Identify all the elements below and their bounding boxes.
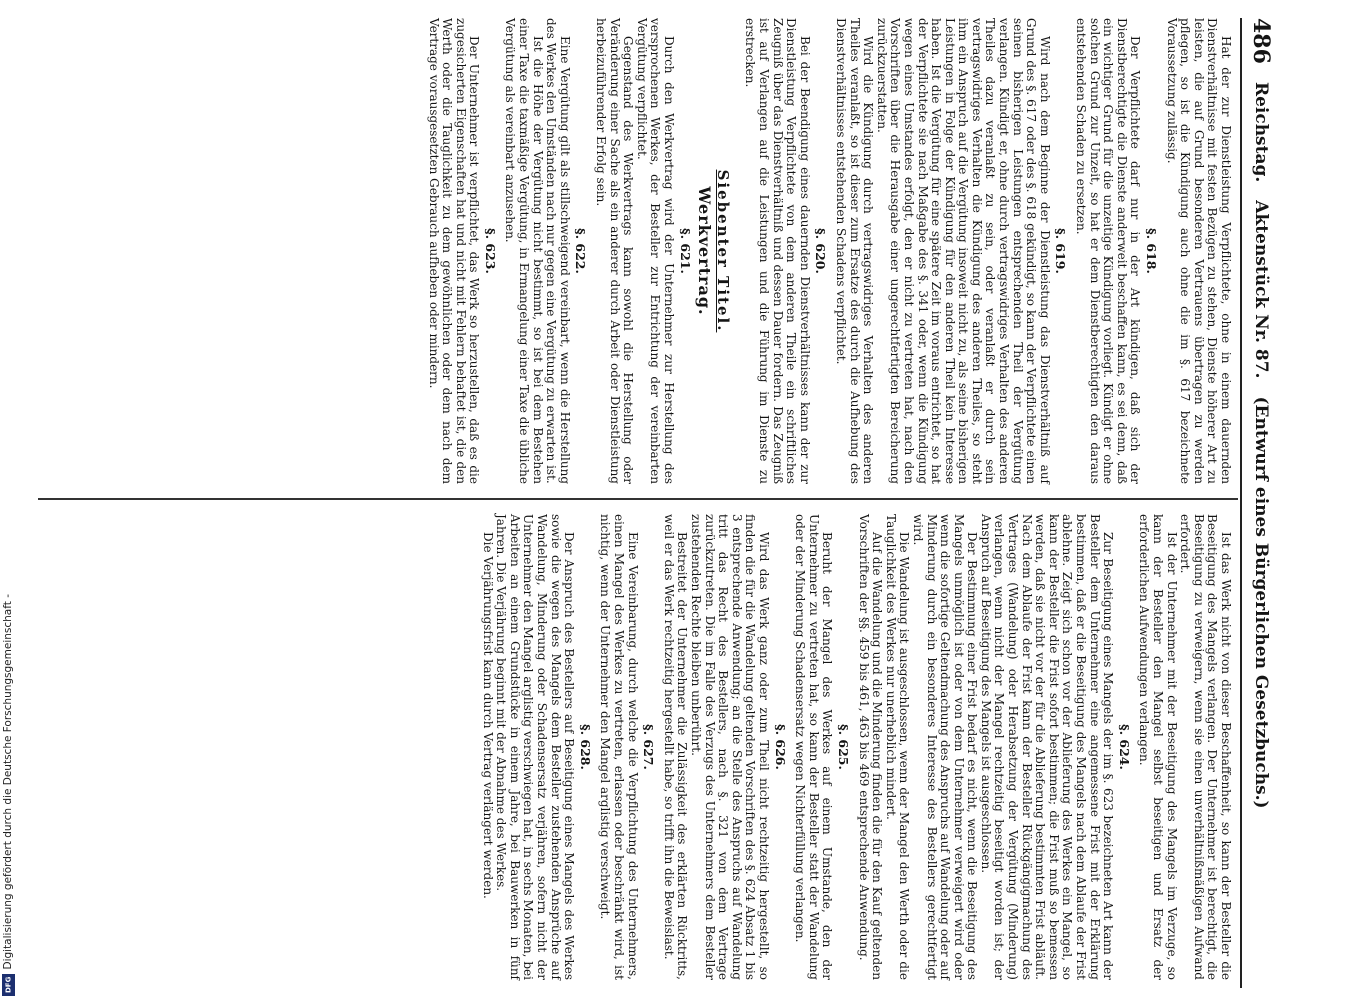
section-heading: §. 626. <box>772 724 788 770</box>
paragraph: Der Verpflichtete darf nur in der Art kündigen, daß sich der Dienstberechtigte die Dienste anderweit beschaffen kann, es sei denn, daß ein wichtiger Grund für die unzeitige Kündigung vorliegt. Kündigt er ohne solchen Grund zur Unzeit, so hat er dem Dienstberechtigten den daraus entstehenden Schaden zu ersetzen. <box>1074 18 1143 484</box>
section-heading: §. 618. <box>1144 228 1160 274</box>
paragraph: Bestreitet der Unternehmer die Zulässigkeit des erklärten Rücktritts, weil er das Werk rechtzeitig hergestellt habe, so trifft ihn die Beweislast. <box>661 514 690 980</box>
sponsor-credit: Digitalisierung gefördert durch die Deutsche Forschungsgemeinschaft - <box>2 594 14 970</box>
section-heading: §. 623. <box>482 228 498 274</box>
paragraph: Der Bestimmung einer Frist bedarf es nicht, wenn die Beseitigung des Mangels unmöglich ist oder von dem Unternehmer verweigert wird oder wenn die sofortige Geltendmachung des Anspruchs auf Wandelung oder auf Minderung durch ein besonderes Interesse des Bestellers gerechtfertigt wird. <box>910 514 980 980</box>
paragraph: Hat der zur Dienstleistung Verpflichtete, ohne in einem dauernden Dienstverhältnisse mit festen Bezügen zu stehen, Dienste höherer Art zu leisten, die auf Grund besonderen Vertrauens übertragen zu werden pflegen, so ist die Kündigung auch ohne die im §. 617 bezeichnete Voraussetzung zulässig. <box>1164 18 1233 484</box>
paragraph: Eine Vergütung gilt als stillschweigend vereinbart, wenn die Herstellung des Werkes den Umständen nach nur gegen eine Vergütung zu erwarten ist. <box>544 18 572 484</box>
paragraph: Wird die Kündigung durch vertragswidriges Verhalten des anderen Theiles veranlaßt, so ist dieser zum Ersatze des durch die Aufhebung des Dienstverhältnisses entstehenden Schadens verpflichtet. <box>833 18 876 484</box>
header-document: Aktenstück Nr. 87. <box>1251 200 1271 379</box>
paragraph: Wird nach dem Beginne der Dienstleistung das Dienstverhältniß auf Grund des §. 617 oder des §. 618 gekündigt, so kann der Verpflichtete einen seinen bisherigen Leistungen entsprechenden Theil der Vergütung verlangen. Kündigt er, ohne durch vertragswidriges Verhalten des anderen Theiles dazu veranlaßt zu sein, oder veranlaßt er durch sein vertragswidriges Verhalten die Kündigung des anderen Theiles, so steht ihm ein Anspruch auf die Vergütung insoweit nicht zu, als seine bisherigen Leistungen in Folge der Kündigung für den anderen Theil kein Interesse haben. Ist die Vergütung für eine spätere Zeit im voraus entrichtet, so hat der Verpflichtete sie nach Maßgabe des §. 341 oder, wenn die Kündigung wegen eines Umstandes erfolgt, den er nicht zu vertreten hat, nach den Vorschriften über die Herausgabe einer ungerechtfertigten Bereicherung zurückzuerstatten. <box>874 18 1052 484</box>
section-heading: §. 621. <box>677 228 693 274</box>
sponsor-strip <box>0 0 16 1000</box>
paragraph: Ist die Höhe der Vergütung nicht bestimmt, so ist bei dem Bestehen einer Taxe die taxmäßige Vergütung, in Ermangelung einer Taxe die übliche Vergütung als vereinbart anzusehen. <box>503 18 545 484</box>
paragraph: Beruht der Mangel des Werkes auf einem Umstande, den der Unternehmer zu vertreten hat, so kann der Besteller statt der Wandelung oder der Minderung Schadensersatz wegen Nichterfüllung verlangen. <box>793 514 835 980</box>
paragraph: Die Verjährungsfrist kann durch Vertrag verlängert werden. <box>480 532 495 899</box>
chapter-title-sub: Werkvertrag. <box>695 186 715 316</box>
paragraph: Durch den Werkvertrag wird der Unternehmer zur Herstellung des versprochenen Werkes, der Besteller zur Entrichtung der vereinbarten Vergütung verpflichtet. <box>634 18 677 484</box>
section-heading: §. 619. <box>1053 228 1069 274</box>
header-subject: (Entwurf eines Bürgerlichen Gesetzbuchs.) <box>1251 396 1271 809</box>
paragraph: Gegenstand des Werkvertrags kann sowohl die Herstellung oder Veränderung einer Sache als ein anderer durch Arbeit oder Dienstleistung herbeizuführender Erfolg sein. <box>594 18 636 484</box>
chapter-title-main: Siebenter Titel. <box>713 169 732 333</box>
paragraph: Zur Beseitigung eines Mangels der im §. 623 bezeichneten Art kann der Besteller dem Unternehmer eine angemessene Frist mit der Erklärung bestimmen, daß er die Beseitigung des Mangels nach dem Ablaufe der Frist ablehne. Zeigt sich schon vor der Ablieferung des Werkes ein Mangel, so kann der Besteller die Frist sofort bestimmen; die Frist muß so bemessen werden, daß sie nicht vor der für die Ablieferung bestimmten Frist abläuft. Nach dem Ablaufe der Frist kann der Besteller Rückgängigmachung des Vertrages (Wandelung) oder Herabsetzung der Vergütung (Minderung) verlangen, wenn nicht der Mangel rechtzeitig beseitigt worden ist; der Anspruch auf Beseitigung des Mangels ist ausgeschlossen. <box>978 514 1116 980</box>
chapter-title <box>695 18 732 484</box>
section-heading: §. 627. <box>641 724 657 770</box>
section-heading: §. 620. <box>813 228 829 274</box>
paragraph: Auf die Wandelung und die Minderung finden die für den Kauf geltenden Vorschriften der §§. 459 bis 461, 463 bis 469 entsprechende Anwendung. <box>856 514 885 980</box>
paragraph: Der Unternehmer ist verpflichtet, das Werk so herzustellen, daß es die zugesicherten Eigenschaften hat und nicht mit Fehlern behaftet ist, die den Werth oder die Tauglichkeit zu dem gewöhnlichen oder dem nach dem Vertrage vorausgesetzten Gebrauch aufheben oder mindern. <box>426 18 482 484</box>
page-header <box>1240 18 1280 988</box>
header-source: Reichstag. <box>1251 81 1271 183</box>
right-column <box>480 514 1232 980</box>
left-column <box>426 18 1232 484</box>
paragraph: Ist das Werk nicht von dieser Beschaffenheit, so kann der Besteller die Beseitigung des Mangels verlangen. Der Unternehmer ist berechtigt, die Beseitigung zu verweigern, wenn sie einen unverhältnißmäßigen Aufwand erfordert. <box>1178 514 1233 980</box>
section-heading: §. 622. <box>573 228 589 274</box>
section-heading: §. 628. <box>577 724 593 770</box>
paragraph: Eine Vereinbarung, durch welche die Verpflichtung des Unternehmers, einen Mangel des Werkes zu vertreten, erlassen oder beschränkt wird, ist nichtig, wenn der Unternehmer den Mangel arglistig verschweigt. <box>598 514 640 980</box>
paragraph: Wird das Werk ganz oder zum Theil nicht rechtzeitig hergestellt, so finden die für die Wandelung geltenden Vorschriften des §. 624 Absatz 1 bis 3 entsprechende Anwendung; an die Stelle des Anspruchs auf Wandelung tritt das Recht des Bestellers, nach §. 321 von dem Vertrage zurückzutreten. Die im Falle des Verzugs des Unternehmers dem Besteller zustehenden Rechte bleiben unberührt. <box>689 514 771 980</box>
section-heading: §. 625. <box>835 724 851 770</box>
scanned-page <box>10 0 1290 1000</box>
paragraph: Ist der Unternehmer mit der Beseitigung des Mangels im Verzuge, so kann der Besteller den Mangel selbst beseitigen und Ersatz der erforderlichen Aufwendungen verlangen. <box>1137 514 1179 980</box>
paragraph: Die Wandelung ist ausgeschlossen, wenn der Mangel den Werth oder die Tauglichkeit des Werkes nur unerheblich mindert. <box>883 514 912 980</box>
section-heading: §. 624. <box>1116 724 1132 770</box>
column-divider <box>38 498 1238 500</box>
dfg-logo: DFG <box>2 974 15 996</box>
paragraph: Der Anspruch des Bestellers auf Beseitigung eines Mangels des Werkes sowie die wegen des Mangels dem Besteller zustehenden Ansprüche auf Wandelung, Minderung oder Schadensersatz verjähren, sofern nicht der Unternehmer den Mangel arglistig verschwiegen hat, in sechs Monaten, bei Arbeiten an einem Grundstücke in einem Jahre, bei Bauwerken in fünf Jahren. Die Verjährung beginnt mit der Abnahme des Werkes. <box>494 514 577 980</box>
page-number: 486 <box>1248 18 1274 64</box>
paragraph: Bei der Beendigung eines dauernden Dienstverhältnisses kann der zur Dienstleistung Verpflichtete von dem anderen Theile ein schriftliches Zeugniß über das Dienstverhältniß und dessen Dauer fordern. Das Zeugniß ist auf Verlangen auf die Leistungen und die Führung im Dienste zu erstrecken. <box>743 18 812 484</box>
